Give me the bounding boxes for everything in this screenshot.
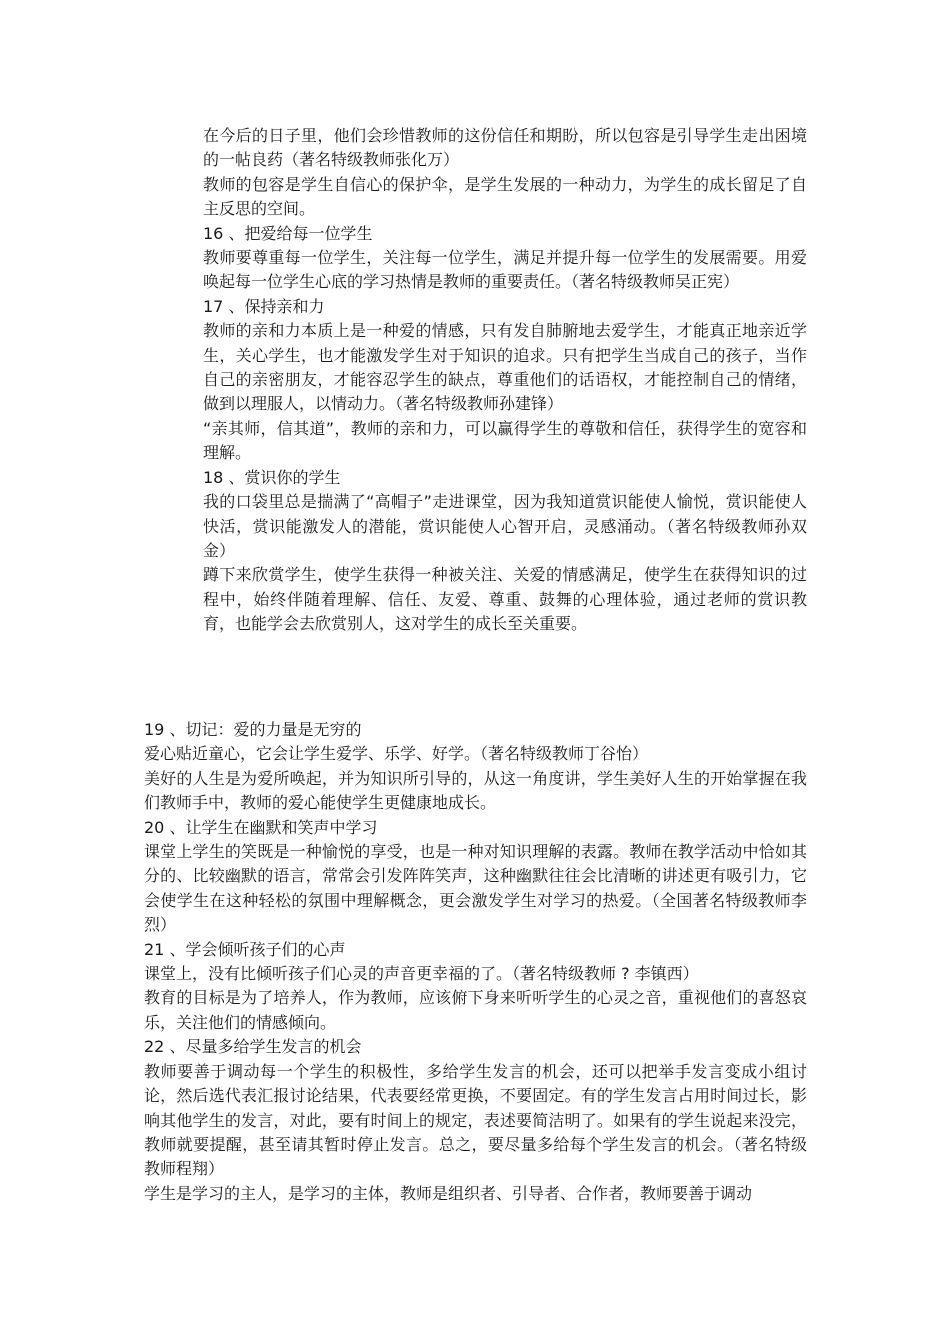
paragraph: 蹲下来欣赏学生，使学生获得一种被关注、关爱的情感满足，使学生在获得知识的过程中，始终伴随着理解、信任、友爱、尊重、鼓舞的心理体验，通过老师的赏识教育，也能学会去欣赏别人，这对学生的成长至关重要。 bbox=[203, 565, 807, 634]
text-block-upper bbox=[203, 124, 807, 637]
paragraph: 教师的亲和力本质上是一种爱的情感，只有发自肺腑地去爱学生，才能真正地亲近学生，关心学生，也才能激发学生对于知识的追求。只有把学生当成自己的孩子，当作自己的亲密朋友，才能容忍学生的缺点，尊重他们的话语权，才能控制自己的情绪，做到以理服人，以情动力。（著名特级教师孙建锋） bbox=[203, 321, 807, 414]
item-heading-16: 16 、把爱给每一位学生 bbox=[203, 223, 373, 243]
item-heading-20: 20 、让学生在幽默和笑声中学习 bbox=[144, 817, 378, 837]
item-heading-21: 21 、学会倾听孩子们的心声 bbox=[144, 939, 346, 959]
paragraph: 课堂上学生的笑既是一种愉悦的享受，也是一种对知识理解的表露。教师在教学活动中恰如其分的、比较幽默的语言，常常会引发阵阵笑声，这种幽默往往会比清晰的讲述更有吸引力，它会使学生在这种轻松的氛围中理解概念，更会激发学生对学习的热爱。（全国著名特级教师李烈） bbox=[144, 842, 807, 935]
paragraph: 学生是学习的主人，是学习的主体，教师是组织者、引导者、合作者，教师要善于调动 bbox=[144, 1183, 753, 1203]
paragraph: 教师要善于调动每一个学生的积极性，多给学生发言的机会，还可以把举手发言变成小组讨论，然后选代表汇报讨论结果，代表要经常更换，不要固定。有的学生发言占用时间过长，影响其他学生的发言，对此，要有时间上的规定，表述要简洁明了。如果有的学生说起来没完，教师就要提醒，甚至请其暂时停止发言。总之，要尽量多给每个学生发言的机会。（著名特级教师程翔） bbox=[144, 1061, 807, 1179]
paragraph: 我的口袋里总是揣满了“高帽子”走进课堂，因为我知道赏识能使人愉悦，赏识能使人快活，赏识能激发人的潜能，赏识能使人心智开启，灵感涌动。（著名特级教师孙双金） bbox=[203, 492, 807, 560]
item-heading-22: 22 、尽量多给学生发言的机会 bbox=[144, 1037, 362, 1057]
paragraph: 课堂上，没有比倾听孩子们心灵的声音更幸福的了。（著名特级教师 ? 李镇西） bbox=[144, 964, 699, 984]
item-heading-19: 19 、切记：爱的力量是无穷的 bbox=[144, 720, 362, 739]
paragraph: “亲其师，信其道”，教师的亲和力，可以赢得学生的尊敬和信任，获得学生的宽容和理解。 bbox=[203, 418, 807, 463]
paragraph: 在今后的日子里，他们会珍惜教师的这份信任和期盼，所以包容是引导学生走出困境的一帖良药（著名特级教师张化万） bbox=[203, 126, 807, 170]
paragraph: 教师要尊重每一位学生，关注每一位学生，满足并提升每一位学生的发展需要。用爱唤起每一位学生心底的学习热情是教师的重要责任。（著名特级教师吴正宪） bbox=[203, 248, 807, 292]
paragraph: 美好的人生是为爱所唤起，并为知识所引导的，从这一角度讲，学生美好人生的开始掌握在我们教师手中，教师的爱心能使学生更健康地成长。 bbox=[144, 768, 807, 813]
paragraph: 教师的包容是学生自信心的保护伞，是学生发展的一种动力，为学生的成长留足了自主反思的空间。 bbox=[203, 174, 807, 219]
item-heading-17: 17 、保持亲和力 bbox=[203, 296, 325, 316]
paragraph: 爱心贴近童心，它会让学生爱学、乐学、好学。（著名特级教师丁谷怡） bbox=[144, 744, 649, 764]
text-block-lower bbox=[144, 718, 807, 1206]
item-heading-18: 18 、赏识你的学生 bbox=[203, 467, 341, 487]
paragraph: 教育的目标是为了培养人，作为教师，应该俯下身来听听学生的心灵之音，重视他们的喜怒哀乐，关注他们的情感倾向。 bbox=[144, 988, 807, 1032]
